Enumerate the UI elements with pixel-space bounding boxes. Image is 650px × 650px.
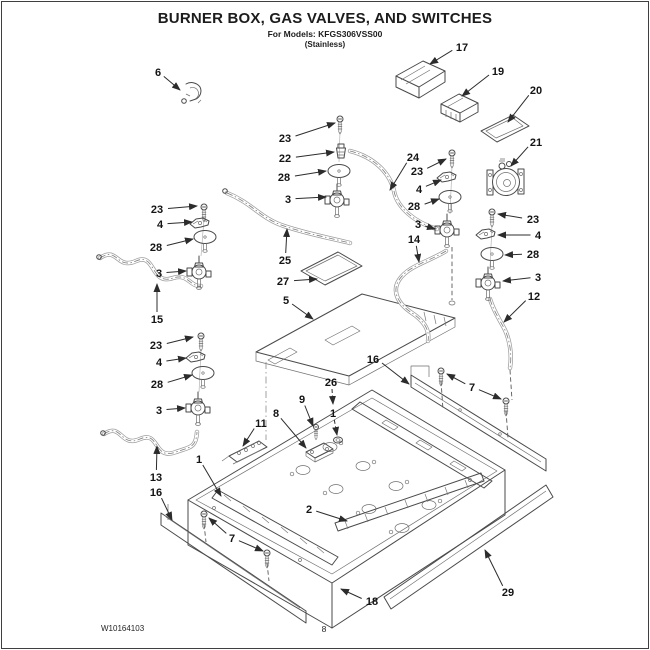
leader-line-24 bbox=[390, 163, 407, 190]
bracket-4 bbox=[186, 352, 205, 362]
leader-line-19 bbox=[462, 75, 489, 96]
burner-holes bbox=[213, 441, 472, 561]
leader-line-7 bbox=[479, 390, 501, 399]
fitting-22 bbox=[337, 144, 346, 158]
callout-3: 3 bbox=[534, 272, 542, 284]
callout-3: 3 bbox=[284, 194, 292, 206]
leader-line-1 bbox=[334, 420, 337, 435]
manifold-panel-5 bbox=[256, 294, 455, 385]
leader-line-11 bbox=[243, 429, 254, 447]
page-title: BURNER BOX, GAS VALVES, AND SWITCHES bbox=[157, 10, 493, 27]
callout-28: 28 bbox=[407, 201, 421, 213]
callout-13: 13 bbox=[149, 472, 163, 484]
gas-valve-3 bbox=[435, 214, 459, 247]
callout-28: 28 bbox=[149, 242, 163, 254]
callout-23: 23 bbox=[526, 214, 540, 226]
callout-21: 21 bbox=[529, 137, 543, 149]
callout-23: 23 bbox=[150, 204, 164, 216]
leader-line-20 bbox=[508, 95, 529, 122]
callout-20: 20 bbox=[529, 85, 543, 97]
callout-25: 25 bbox=[278, 255, 292, 267]
leader-line-23 bbox=[498, 214, 522, 218]
leader-line-13 bbox=[156, 446, 157, 470]
leader-line-21 bbox=[511, 147, 528, 166]
leader-line-18 bbox=[341, 589, 362, 599]
callout-22: 22 bbox=[278, 153, 292, 165]
orifice-ring-28 bbox=[481, 248, 503, 270]
leader-line-28 bbox=[295, 171, 326, 176]
doc-number: W10164103 bbox=[101, 624, 145, 633]
gas-valve-3 bbox=[186, 392, 210, 425]
callout-3: 3 bbox=[155, 268, 163, 280]
leader-line-7 bbox=[239, 541, 263, 551]
orifice-ring-28 bbox=[328, 165, 350, 187]
callout-7: 7 bbox=[228, 533, 236, 545]
callout-4: 4 bbox=[534, 230, 542, 242]
callout-8: 8 bbox=[272, 408, 280, 420]
center-valve-assembly bbox=[325, 116, 350, 217]
models-line: For Models: KFGS306VSS00 bbox=[267, 29, 383, 39]
leader-line-5 bbox=[292, 304, 313, 319]
callout-23: 23 bbox=[278, 133, 292, 145]
callout-11: 11 bbox=[255, 418, 267, 430]
leader-line-6 bbox=[164, 76, 180, 90]
callout-29: 29 bbox=[501, 587, 515, 599]
callout-18: 18 bbox=[365, 596, 379, 608]
gas-tube-12 bbox=[490, 299, 511, 368]
screw-23 bbox=[337, 116, 343, 134]
callout-23: 23 bbox=[410, 166, 424, 178]
leader-line-25 bbox=[286, 229, 287, 253]
callout-4: 4 bbox=[415, 184, 423, 196]
orifice-ring-28 bbox=[194, 231, 216, 253]
callout-19: 19 bbox=[491, 66, 505, 78]
side-rail-left bbox=[161, 504, 306, 623]
leader-line-23 bbox=[168, 206, 197, 209]
leader-line-3 bbox=[503, 278, 531, 281]
callout-15: 15 bbox=[150, 314, 164, 326]
cover-plate-20 bbox=[481, 115, 529, 142]
leader-line-22 bbox=[296, 152, 334, 157]
leader-line-4 bbox=[168, 222, 193, 224]
leader-line-28 bbox=[167, 239, 193, 246]
callout-23: 23 bbox=[149, 340, 163, 352]
leader-line-16 bbox=[382, 363, 409, 384]
callout-3: 3 bbox=[414, 219, 422, 231]
callout-2: 2 bbox=[305, 504, 313, 516]
burner-box bbox=[188, 390, 505, 628]
leader-line-28 bbox=[505, 254, 522, 255]
leader-line-26 bbox=[332, 389, 333, 404]
leader-line-7 bbox=[447, 374, 465, 384]
screw-23 bbox=[449, 150, 455, 168]
leader-line-27 bbox=[294, 279, 317, 281]
callout-28: 28 bbox=[526, 249, 540, 261]
pressure-regulator-21 bbox=[487, 159, 524, 196]
leader-line-28 bbox=[425, 199, 439, 204]
leader-line-23 bbox=[296, 123, 336, 136]
screw-23 bbox=[489, 209, 495, 227]
screw-23 bbox=[198, 333, 204, 351]
callout-17: 17 bbox=[455, 42, 469, 54]
leader-line-3 bbox=[167, 271, 187, 273]
leader-line-29 bbox=[485, 550, 503, 586]
callout-9: 9 bbox=[298, 394, 306, 406]
gas-valve-3 bbox=[325, 184, 349, 217]
callout-1: 1 bbox=[195, 454, 203, 466]
leader-line-1 bbox=[203, 465, 221, 496]
bracket-4 bbox=[476, 229, 495, 239]
callout-3: 3 bbox=[155, 405, 163, 417]
leader-line-3 bbox=[296, 197, 327, 199]
leader-line-28 bbox=[168, 375, 192, 382]
callout-16: 16 bbox=[366, 354, 380, 366]
assembly-lines bbox=[204, 247, 512, 581]
callout-1: 1 bbox=[329, 408, 337, 420]
switch-module-19 bbox=[441, 94, 478, 122]
burner-rail-1 bbox=[212, 490, 338, 565]
burner-rail-2 bbox=[335, 473, 484, 531]
gas-pipe-15 bbox=[97, 255, 201, 286]
grommet-26 bbox=[334, 437, 343, 443]
gas-valve-3 bbox=[476, 267, 500, 300]
callout-14: 14 bbox=[407, 234, 421, 246]
leader-line-23 bbox=[427, 159, 446, 168]
callout-6: 6 bbox=[154, 67, 162, 79]
right-valve-assembly-outer bbox=[476, 209, 503, 300]
leader-line-2 bbox=[316, 511, 347, 521]
leader-line-12 bbox=[504, 301, 526, 322]
trim-panel-29 bbox=[384, 485, 553, 609]
callout-12: 12 bbox=[527, 291, 541, 303]
page-number: 8 bbox=[321, 624, 327, 634]
leader-line-9 bbox=[305, 406, 313, 427]
leader-line-4 bbox=[426, 180, 441, 186]
leader-line-3 bbox=[167, 408, 186, 410]
right-valve-assembly-inner bbox=[435, 150, 461, 247]
bracket-4 bbox=[190, 218, 209, 228]
callout-27: 27 bbox=[276, 276, 290, 288]
gas-pipe-13 bbox=[101, 431, 197, 454]
left-valve-assembly-lower bbox=[186, 333, 214, 425]
screw-9 bbox=[313, 424, 318, 439]
orifice-ring-28 bbox=[192, 367, 214, 389]
left-valve-assembly-upper bbox=[187, 204, 216, 289]
leader-line-4 bbox=[166, 358, 186, 361]
cover-plate-27 bbox=[301, 252, 362, 285]
callout-28: 28 bbox=[150, 379, 164, 391]
finish-line: (Stainless) bbox=[304, 40, 346, 49]
callout-5: 5 bbox=[282, 295, 290, 307]
rear-rail-right bbox=[411, 366, 546, 471]
bracket-8 bbox=[306, 443, 333, 462]
leader-line-23 bbox=[167, 337, 193, 344]
spark-module-17 bbox=[396, 61, 445, 98]
callout-16: 16 bbox=[149, 487, 163, 499]
callout-4: 4 bbox=[155, 357, 163, 369]
callout-4: 4 bbox=[156, 219, 164, 231]
leader-line-17 bbox=[430, 50, 452, 64]
gas-tube-24 bbox=[350, 151, 437, 229]
callout-7: 7 bbox=[468, 382, 476, 394]
leader-line-14 bbox=[416, 246, 419, 262]
wire-clip-6 bbox=[182, 83, 201, 104]
callout-28: 28 bbox=[277, 172, 291, 184]
callout-24: 24 bbox=[406, 152, 420, 164]
callout-26: 26 bbox=[324, 377, 338, 389]
